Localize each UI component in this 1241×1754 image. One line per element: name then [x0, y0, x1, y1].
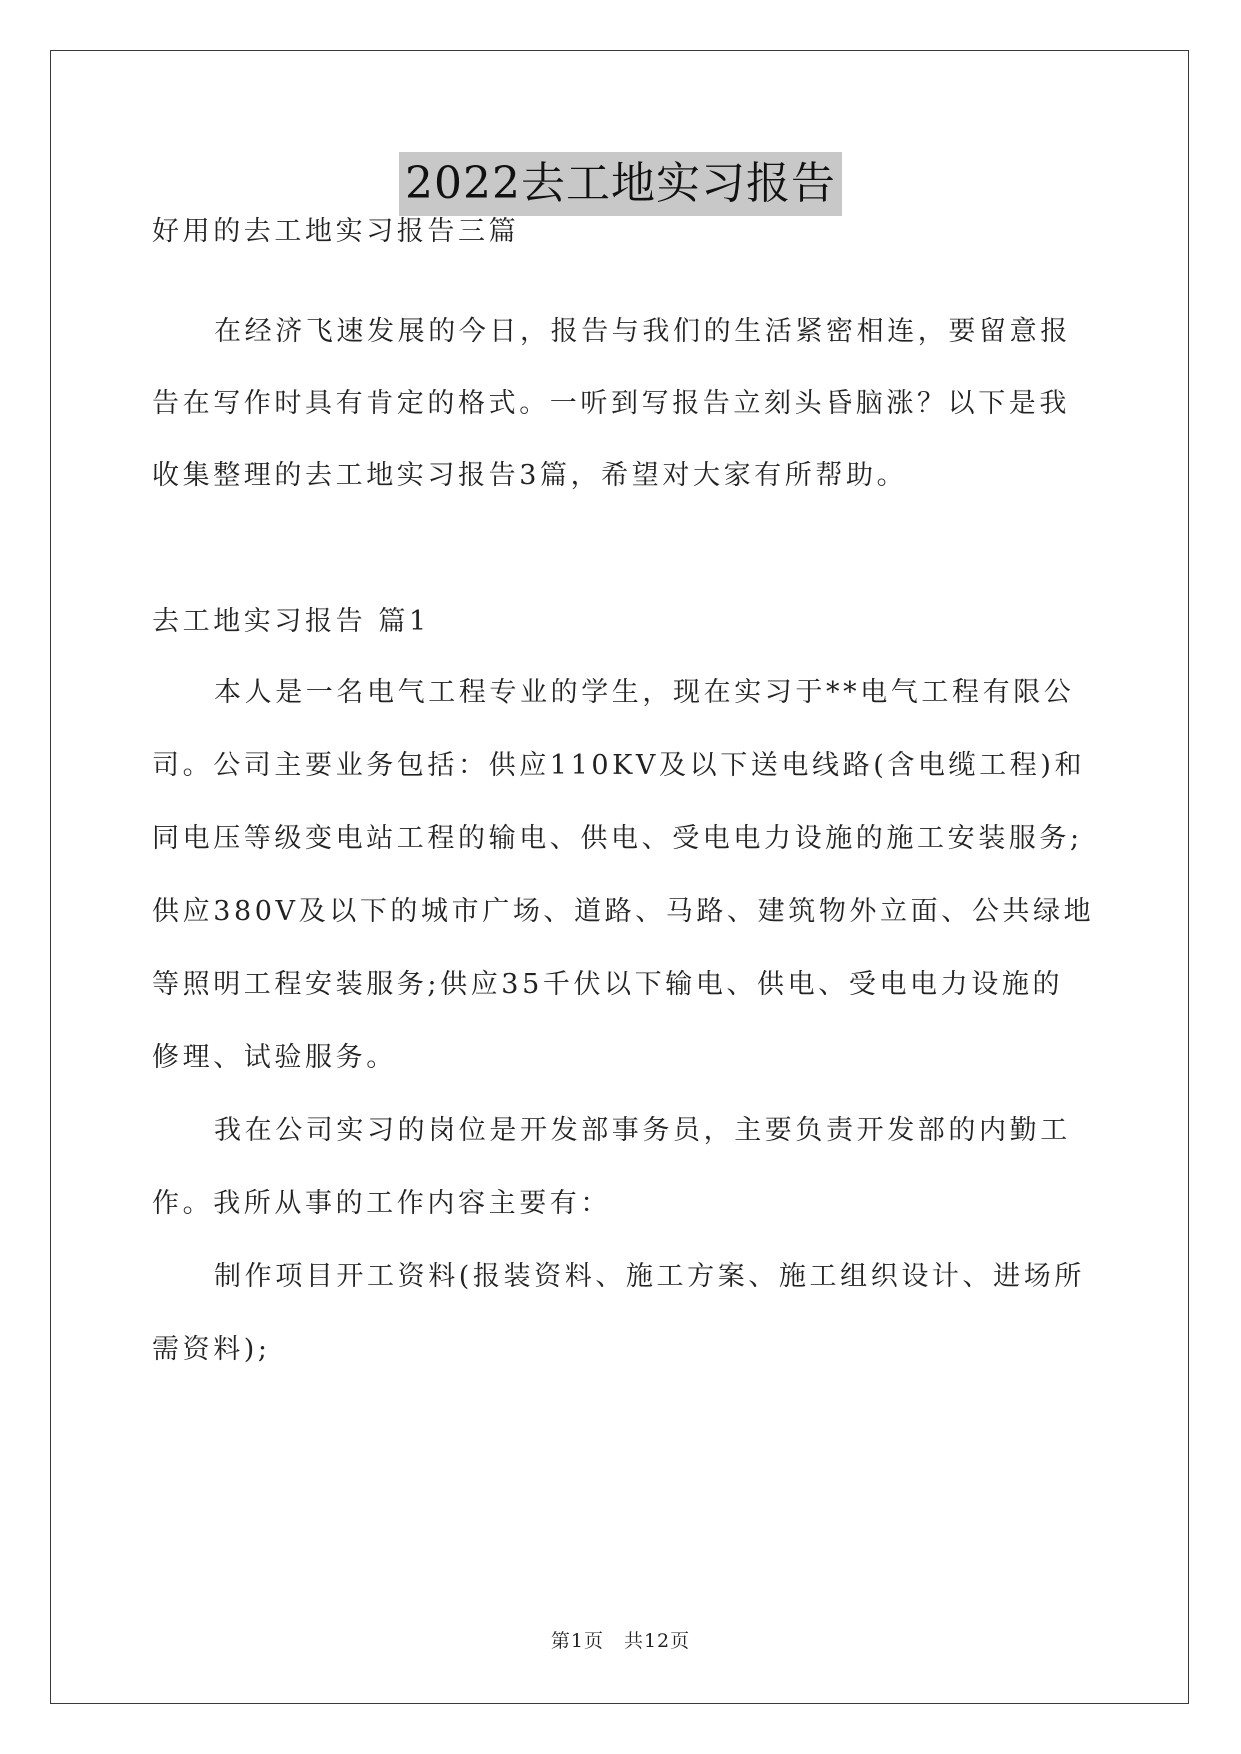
paragraph-line: 同电压等级变电站工程的输电、供电、受电电力设施的施工安装服务;	[152, 823, 1083, 854]
intro-line: 告在写作时具有肯定的格式。一听到写报告立刻头昏脑涨？以下是我	[152, 388, 1070, 419]
paragraph-line: 需资料);	[152, 1334, 271, 1365]
paragraph-line: 等照明工程安装服务;供应35千伏以下输电、供电、受电电力设施的	[152, 969, 1064, 1000]
paragraph-line: 本人是一名电气工程专业的学生，现在实习于**电气工程有限公	[214, 677, 1075, 708]
document-subtitle: 好用的去工地实习报告三篇	[152, 216, 520, 247]
paragraph-line: 作。我所从事的工作内容主要有：	[152, 1188, 611, 1219]
document-title-text: 2022去工地实习报告	[399, 152, 842, 216]
page-border	[50, 50, 1189, 1704]
page-footer: 第1页 共12页	[550, 1630, 691, 1652]
section-heading: 去工地实习报告 篇1	[152, 606, 430, 637]
intro-line: 收集整理的去工地实习报告3篇，希望对大家有所帮助。	[152, 460, 908, 491]
paragraph-line: 我在公司实习的岗位是开发部事务员，主要负责开发部的内勤工	[214, 1115, 1071, 1146]
paragraph-line: 供应380V及以下的城市广场、道路、马路、建筑物外立面、公共绿地	[152, 896, 1095, 927]
document-title	[0, 152, 1241, 216]
paragraph-line: 司。公司主要业务包括：供应110KV及以下送电线路(含电缆工程)和	[152, 750, 1086, 781]
paragraph-line: 制作项目开工资料(报装资料、施工方案、施工组织设计、进场所	[214, 1261, 1085, 1292]
intro-line: 在经济飞速发展的今日，报告与我们的生活紧密相连，要留意报	[214, 316, 1071, 347]
paragraph-line: 修理、试验服务。	[152, 1042, 397, 1073]
